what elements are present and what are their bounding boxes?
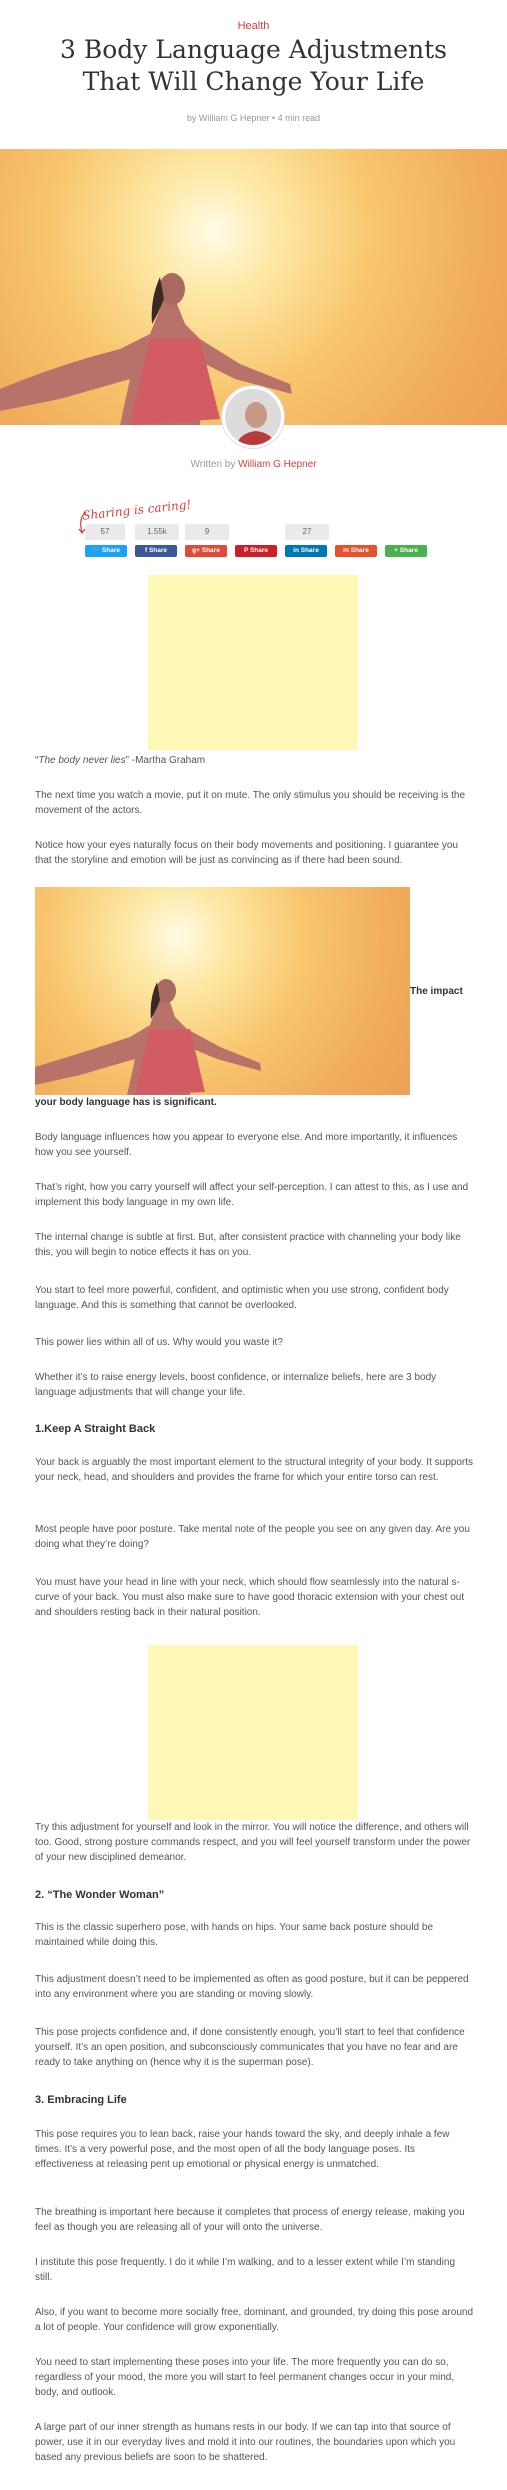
paragraph: This is the classic superhero pose, with hands on hips. Your same back posture should be maintained while doing this. (35, 1922, 434, 1948)
impact-heading-end: your body language has is significant. (35, 1097, 217, 1108)
quote-paragraph: “The body never lies” -Martha Graham (35, 755, 206, 766)
hero-image (0, 149, 507, 425)
paragraph: This pose projects confidence and, if done consistently enough, you’ll start to feel that confidence yourself. It’s an open position, and subconsciously communicates that you have no fear and are ready to take anything on (hence why it is the superman pose). (35, 2027, 465, 2068)
paragraph: You start to feel more powerful, confident, and optimistic when you use strong, confident body language. And this is something that cannot be overlooked. (35, 1285, 449, 1311)
facebook-share-button[interactable]: f Share (135, 545, 177, 557)
paragraph: You must have your head in line with your neck, which should flow seamlessly into the natural s-curve of your back. You must also make sure to have good thoracic extension with your chest out and shoulders resting back in their natural position. (35, 1577, 465, 1618)
paragraph: I institute this pose frequently. I do it while I’m walking, and to a lesser extent while I’m standing still. (35, 2257, 456, 2283)
facebook-icon: f (144, 547, 149, 554)
paragraph: The next time you watch a movie, put it on mute. The only stimulus you should be receiving is the movement of the actors. (35, 790, 466, 816)
section-heading: 2. “The Wonder Woman” (35, 1889, 165, 1901)
image-placeholder-2 (148, 1645, 358, 1820)
paragraph: Your back is arguably the most important element to the structural integrity of your body. It supports your neck, head, and shoulders and provides the frame for which your entire torso can rest. (35, 1457, 473, 1483)
twitter-icon: 🐦 (92, 547, 102, 554)
mix-icon: m (343, 547, 351, 554)
linkedin-icon: in (293, 547, 301, 554)
google-plus-share-button[interactable]: g+ Share (185, 545, 227, 557)
byline: by William G Hepner • 4 min read (186, 113, 321, 123)
article-title: 3 Body Language Adjustments That Will Change Your Life (60, 35, 447, 96)
twitter-share-button[interactable]: 🐦 Share (85, 545, 127, 557)
image-placeholder-1 (148, 575, 358, 750)
author-link[interactable]: William G Hepner (238, 459, 317, 470)
paragraph: Most people have poor posture. Take mental note of the people you see on any given day. Are you doing what they’re doing? (35, 1524, 470, 1550)
paragraph: Whether it’s to raise energy levels, boost confidence, or internalize beliefs, here are 3 body language adjustments that will change your life. (35, 1372, 437, 1398)
author-avatar[interactable] (222, 386, 284, 448)
google-plus-icon: g+ (192, 547, 202, 554)
written-by: Written by William G Hepner (190, 459, 317, 470)
section-heading: 1.Keep A Straight Back (35, 1423, 156, 1435)
paragraph: The breathing is important here because it completes that process of energy release, making you feel as though you are releasing all of your will onto the universe. (35, 2207, 465, 2233)
pinterest-icon: P (243, 547, 250, 554)
section-heading: 3. Embracing Life (35, 2094, 127, 2106)
share-button[interactable]: + Share (385, 545, 427, 557)
share-icon: + (394, 547, 400, 554)
paragraph: Body language influences how you appear to everyone else. And more importantly, it influences how you see yourself. (35, 1132, 458, 1158)
share-count-twitter: 57 (85, 524, 125, 540)
article-image-woman (35, 887, 410, 1095)
paragraph: Also, if you want to become more socially free, dominant, and grounded, try doing this pose around a lot of people. Your confidence will grow exponentially. (35, 2307, 474, 2333)
sharing-is-caring: Sharing is caring! (81, 497, 192, 523)
paragraph: This power lies within all of us. Why would you waste it? (35, 1337, 283, 1348)
linkedin-share-button[interactable]: in Share (285, 545, 327, 557)
share-count-facebook: 1.55k (135, 524, 179, 540)
paragraph: This adjustment doesn’t need to be implemented as often as good posture, but it can be peppered into any environment where you are standing or moving slowly. (35, 1974, 469, 2000)
pinterest-share-button[interactable]: P Share (235, 545, 277, 557)
paragraph: Try this adjustment for yourself and look in the mirror. You will notice the difference, and others will too. Good, strong posture commands respect, and you will feel yourself transform under the power of your new disciplined demeanor. (35, 1822, 471, 1863)
paragraph: A large part of our inner strength as humans rests in our body. If we can tap into that source of power, use it in our everyday lives and mold it into our routines, the boundaries upon which you based any previous beliefs are soon to be shattered. (35, 2422, 456, 2463)
paragraph: This pose requires you to lean back, raise your hands toward the sky, and deeply inhale a few times. It’s a very powerful pose, and the most open of all the body language poses. Its effectiveness at releasing pent up emotional or physical energy is unmatched. (35, 2129, 450, 2170)
share-count-google: 9 (185, 524, 229, 540)
mix-share-button[interactable]: m Share (335, 545, 377, 557)
paragraph: That’s right, how you carry yourself will affect your self-perception. I can attest to this, as I use and implement this body language in my own life. (35, 1182, 469, 1208)
paragraph: You need to start implementing these poses into your life. The more frequently you can do so, regardless of your mood, the more you will start to feel permanent changes occur in your mind, body, and outlook. (35, 2357, 455, 2398)
share-count-linkedin: 27 (285, 524, 329, 540)
paragraph: The internal change is subtle at first. But, after consistent practice with channeling your body like this, you will begin to notice effects it has on you. (35, 1232, 461, 1258)
category-label[interactable]: Health (237, 20, 270, 32)
paragraph: Notice how your eyes naturally focus on their body movements and positioning. I guarantee you that the storyline and emotion will be just as convincing as if there had been sound. (35, 840, 459, 866)
impact-heading-start: The impact (410, 986, 463, 997)
